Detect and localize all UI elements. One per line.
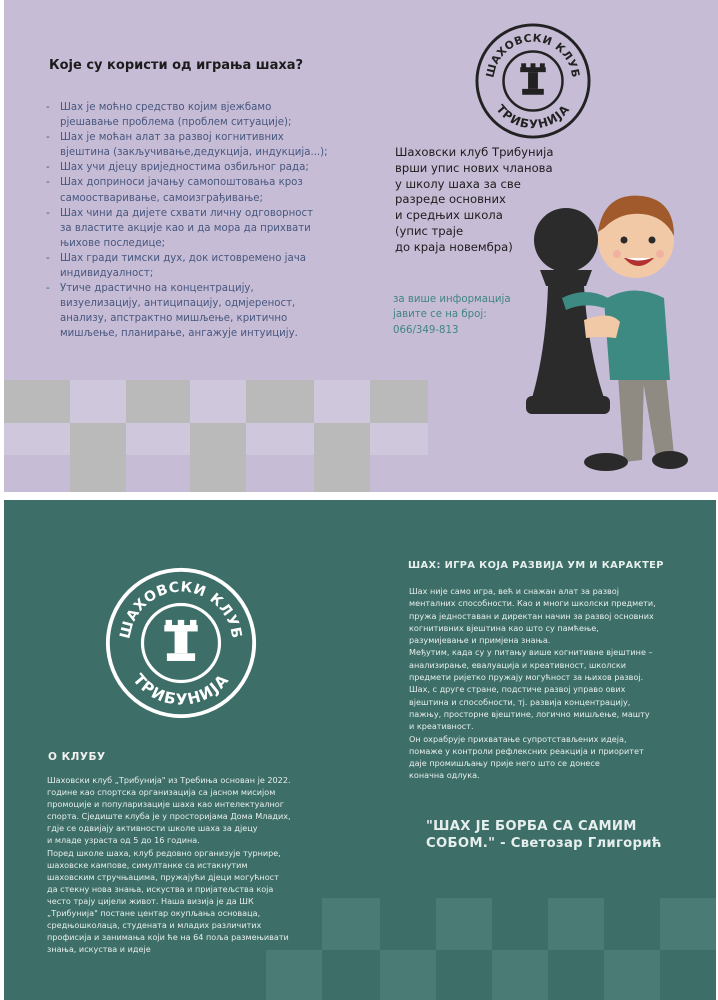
chess-paragraph-line: предмети ријетко пружају могућност за њихов развој.: [409, 672, 644, 683]
about-paragraph-line: средњошколаца, студената и младих различитих: [47, 920, 262, 931]
enrollment-line: у школу шаха за све: [395, 176, 521, 191]
svg-text:ТРИБУНИЈА: [129, 670, 232, 708]
chess-paragraph-line: анализирање, евалуација и креативност, школски: [409, 659, 627, 670]
contact-line: за више информација: [393, 294, 511, 305]
contact-line: јавите се на број:: [393, 309, 487, 321]
enrollment-line: (упис траје: [395, 223, 464, 238]
chess-paragraph-line: коначна одлука.: [409, 770, 480, 781]
chess-paragraph-line: вјештина и способности, тј. развија концентрацију,: [409, 696, 631, 707]
rook-icon: [520, 63, 546, 94]
benefit-line: индивидуалност;: [60, 268, 154, 280]
benefit-item: [46, 100, 366, 130]
about-paragraph-line: и младе узраста од 5 до 16 година.: [47, 835, 200, 846]
brochure-front-panel: [4, 0, 718, 492]
benefit-line: визуелизацију, антиципацију, одмјереност,: [60, 298, 296, 310]
chess-paragraph: [409, 585, 691, 646]
benefit-line: Шах је моћно средство којим вјежбамо: [60, 102, 272, 113]
benefit-dash: -: [46, 132, 50, 144]
boy-with-pawn-illustration: [524, 170, 704, 480]
club-logo: [104, 566, 258, 720]
about-paragraph-line: често трају цијели живот. Наша визија је да ШК: [47, 895, 254, 906]
benefit-line: Шах чини да дијете схвати личну одговорност: [60, 207, 314, 219]
benefit-item: [46, 130, 366, 160]
benefit-item: [46, 175, 366, 205]
benefit-line: Шах је моћан алат за развој когнитивних: [60, 132, 284, 144]
about-paragraph-line: промоције и популаризације шаха као интелектуалног: [47, 799, 285, 810]
about-paragraph-line: шаховске кампове, симултанке са истакнутим: [47, 859, 248, 870]
club-logo-top-text: ШАХОВСКИ КЛУБ: [483, 31, 583, 79]
enrollment-line: Шаховски клуб Трибунија: [395, 145, 554, 159]
enrollment-line: до краја новембра): [395, 239, 513, 254]
benefit-item: [46, 251, 366, 281]
about-club-text: [47, 774, 315, 955]
benefit-line: Шах учи дјецу вриједностима озбиљног рада;: [60, 162, 309, 174]
benefit-line: вјештина (закључивање,дедукција, индукција...);: [60, 147, 328, 159]
benefit-dash: -: [46, 207, 50, 219]
chess-paragraph: [409, 683, 691, 732]
about-paragraph-line: године као спортска организација са јасном мисијом: [47, 787, 276, 798]
chess-paragraph-line: Међутим, када су у питању више когнитивне вјештине –: [409, 647, 653, 658]
benefit-line: за властите акције као и да мора да прихвати: [60, 222, 311, 234]
benefits-title: Које су користи од играња шаха?: [49, 58, 304, 73]
chess-paragraph-line: разумијевање и примјена знања.: [409, 635, 551, 646]
club-logo: [474, 22, 592, 140]
svg-text:ТРИБУНИЈА: [493, 102, 572, 132]
quote-line: СОБОМ." - Светозар Глигорић: [426, 836, 662, 851]
benefit-dash: -: [46, 162, 50, 174]
chess-paragraph-line: Он охрабрује прихватање супротстављених идеја,: [409, 733, 627, 744]
quote-line: "ШАХ ЈЕ БОРБА СА САМИМ: [426, 819, 637, 834]
about-paragraph-line: спорта. Сједиште клуба је у просторијама Дома Младих,: [47, 811, 291, 822]
pawn-icon: [526, 208, 610, 414]
chess-section-heading: ШАХ: ИГРА КОЈА РАЗВИЈА УМ И КАРАКТЕР: [408, 560, 664, 571]
benefit-line: анализу, апстрактно мишљење, критично: [60, 313, 288, 325]
brochure-back-panel: [4, 500, 716, 1000]
benefit-dash: -: [46, 177, 50, 189]
checkerboard-pattern: [4, 380, 464, 492]
chess-paragraph-line: даје промишљању прије него што се донесе: [409, 758, 600, 769]
benefit-line: Утиче драстично на концентрацију,: [60, 283, 254, 295]
benefits-list: [46, 100, 366, 342]
about-paragraph-line: знања, искуства и идеје: [47, 944, 151, 955]
chess-paragraph: [409, 733, 691, 782]
benefit-line: Шах доприноси јачању самопоштовања кроз: [60, 177, 303, 189]
benefit-dash: -: [46, 283, 50, 295]
benefit-dash: -: [46, 102, 50, 113]
chess-paragraph-line: пажњу, просторне вјештине, логично мишљење, машту: [409, 708, 650, 719]
chess-paragraph: [409, 646, 691, 683]
chess-paragraph-line: Шах, с друге стране, подстиче развој управо ових: [409, 684, 626, 695]
club-logo-top-text: ШАХОВСКИ КЛУБ: [117, 579, 245, 641]
benefit-dash: -: [46, 252, 50, 264]
benefit-item: [46, 281, 366, 341]
gligoric-quote: [426, 818, 686, 852]
benefit-line: самоостваривање, самоизграђивање;: [60, 192, 263, 204]
about-paragraph-line: Поред школе шаха, клуб редовно организује турнире,: [47, 847, 281, 858]
benefit-item: [46, 160, 366, 175]
about-paragraph: [47, 774, 315, 847]
benefit-line: рјешавање проблема (проблем ситуације);: [60, 117, 292, 129]
about-paragraph-line: Шаховски клуб „Трибунија" из Требиња основан је 2022.: [47, 775, 291, 785]
chess-paragraph-line: и креативност.: [409, 721, 474, 732]
about-paragraph-line: шаховским стручњацима, пружајући дјеци могућност: [47, 871, 279, 882]
chess-paragraph-line: помаже у контроли рефлексних реакција и приоритет: [409, 745, 644, 756]
chess-paragraph-line: Шах није само игра, већ и снажан алат за развој: [409, 586, 619, 596]
enrollment-line: разреде основних: [395, 192, 506, 207]
checkerboard-pattern: [266, 898, 716, 1000]
benefit-line: њихове последице;: [60, 237, 166, 249]
club-logo-bottom-text: ТРИБУНИЈА: [129, 670, 233, 709]
about-paragraph-line: „Трибунија" постане центар окупљања основаца,: [47, 908, 261, 919]
benefit-line: мишљење, планирање, ангажује интуицију.: [60, 328, 298, 340]
about-paragraph-line: профисија и занимања који ће на 64 поља размењивати: [47, 932, 289, 943]
chess-paragraph-line: когнитивних вјештина као што су памћење,: [409, 622, 599, 633]
contact-line: 066/349-813: [393, 324, 459, 336]
benefit-line: Шах гради тимски дух, док истовремено јача: [60, 252, 307, 264]
benefit-item: [46, 206, 366, 251]
club-logo-bottom-text: ТРИБУНИЈА: [493, 101, 573, 132]
enrollment-line: врши упис нових чланова: [395, 160, 553, 175]
rook-icon: [164, 620, 197, 661]
about-paragraph: [47, 847, 315, 956]
about-paragraph-line: гдје се одвијају активности школе шаха за дјецу: [47, 823, 258, 834]
chess-paragraph-line: менталних способности. Као и многи школски предмети,: [409, 598, 656, 609]
chess-section-text: [409, 585, 691, 782]
about-club-heading: О КЛУБУ: [48, 751, 106, 763]
enrollment-line: и средњих школа: [395, 208, 503, 223]
chess-paragraph-line: пружа једноставан и директан начин за развој основних: [409, 610, 654, 621]
about-paragraph-line: да стекну нова знања, искуства и пријатељства која: [47, 883, 274, 894]
